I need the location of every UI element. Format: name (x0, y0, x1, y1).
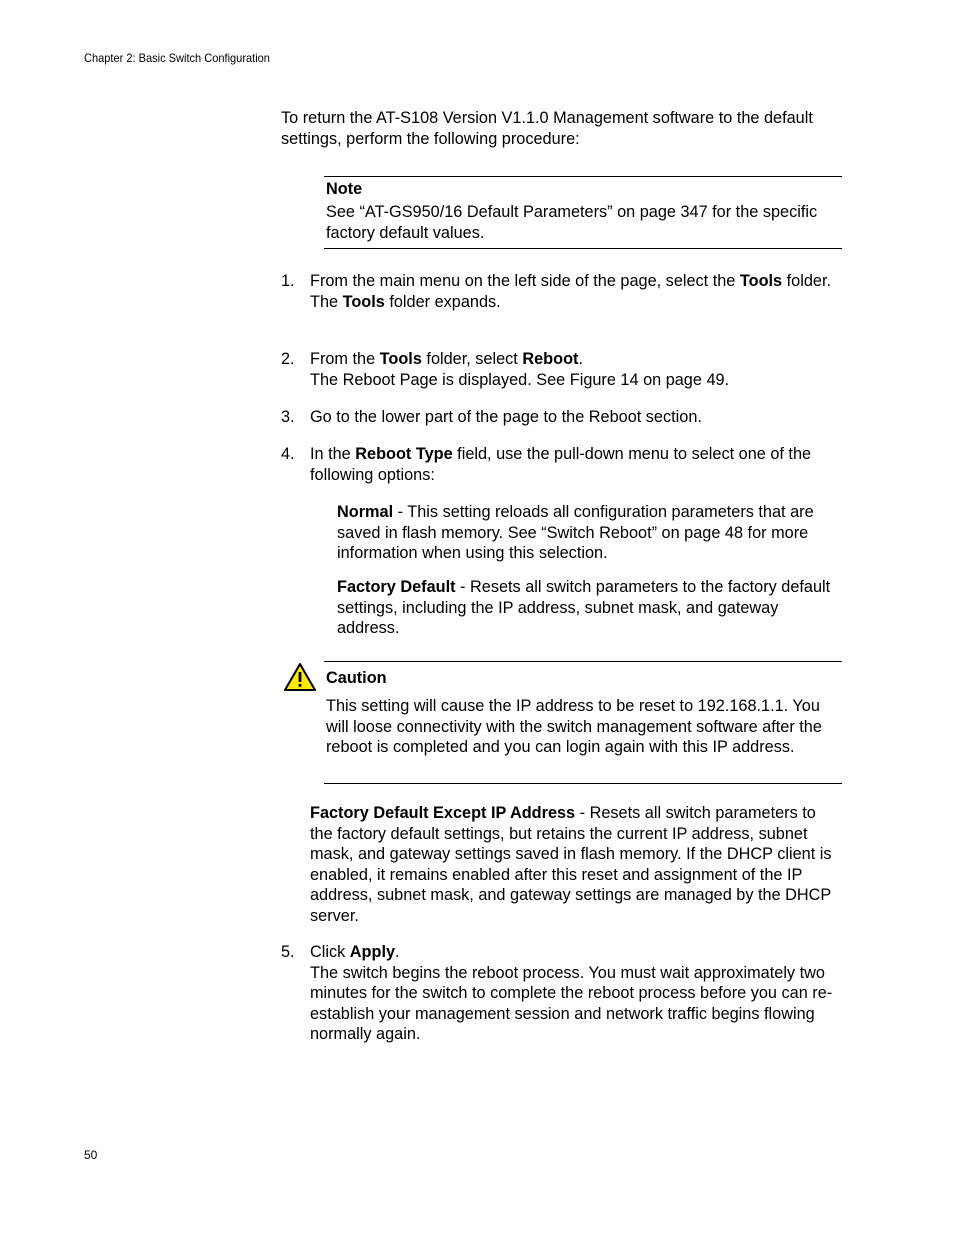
step-number: 2. (281, 350, 295, 368)
note-title: Note (326, 180, 363, 198)
step-number: 1. (281, 272, 295, 290)
option-normal (337, 502, 842, 564)
step-text-part: Click (310, 943, 350, 961)
intro-paragraph: To return the AT-S108 Version V1.1.0 Management software to the default settings, perform the following procedure: (281, 109, 813, 148)
option-factory-default (337, 577, 842, 639)
step-result: The Reboot Page is displayed. See Figure 14 on page 49. (310, 370, 730, 389)
step-number: 4. (281, 445, 295, 463)
step-result-part: The (310, 292, 343, 311)
ui-term-reboot: Reboot (522, 350, 579, 368)
option-name: Normal (337, 503, 394, 521)
step-result-part: folder expands. (384, 292, 501, 311)
ui-term-tools: Tools (379, 350, 422, 368)
option-factory-default-except-ip (310, 803, 842, 926)
note-bottom-rule (324, 248, 842, 249)
ui-term-tools: Tools (342, 292, 385, 311)
step-text (310, 349, 841, 390)
ui-term-tools: Tools (739, 272, 783, 290)
option-name: Factory Default Except IP Address (310, 804, 576, 822)
caution-bottom-rule (324, 783, 842, 784)
step-number: 3. (281, 408, 295, 426)
step-text-part: folder, select (421, 350, 523, 368)
option-description: - Resets all switch parameters to the factory default settings, but retains the current IP address, subnet mask, and gateway settings saved in flash memory. If the DHCP client is enabled, it remains enabled after this reset and assignment of the IP address, subnet mask, and gateway settings are managed by the DHCP server. (310, 804, 832, 925)
step-text-part: . (578, 350, 583, 368)
step-text-part: From the (310, 350, 380, 368)
step-text-part: field, use the pull-down menu to select one of the following options: (310, 445, 812, 484)
caution-title: Caution (326, 669, 387, 687)
running-header: Chapter 2: Basic Switch Configuration (84, 51, 270, 65)
step-text (310, 444, 841, 485)
step-text-part: In the (310, 445, 356, 463)
ui-term-reboot-type: Reboot Type (355, 445, 453, 463)
option-description: - This setting reloads all configuration parameters that are saved in flash memory. See “Switch Reboot” on page 48 for more information when using this selection. (337, 503, 814, 562)
step-number: 5. (281, 943, 295, 961)
note-top-rule (324, 176, 842, 177)
ui-term-apply: Apply (349, 943, 396, 961)
step-result: The switch begins the reboot process. You must wait approximately two minutes for the switch to complete the reboot process before you can re-establish your management session and network traffic begins flowing normally again. (310, 963, 833, 1043)
step-text (310, 942, 841, 1045)
step-text (310, 271, 841, 312)
option-name: Factory Default (337, 578, 456, 596)
step-text-part: folder. (782, 272, 831, 290)
step-text: Go to the lower part of the page to the Reboot section. (310, 408, 702, 426)
option-description: - Resets all switch parameters to the factory default settings, including the IP address, subnet mask, and gateway address. (337, 578, 831, 637)
step-text-part: From the main menu on the left side of the page, select the (310, 272, 740, 290)
warning-triangle-icon (283, 662, 317, 692)
page-number: 50 (84, 1148, 98, 1162)
step-text-part: . (395, 943, 400, 961)
caution-top-rule (324, 661, 842, 662)
caution-text: This setting will cause the IP address to be reset to 192.168.1.1. You will loose connectivity with the switch management software after the reboot is completed and you can login again with this IP address. (326, 697, 822, 756)
note-text: See “AT-GS950/16 Default Parameters” on page 347 for the specific factory default values. (326, 203, 818, 242)
